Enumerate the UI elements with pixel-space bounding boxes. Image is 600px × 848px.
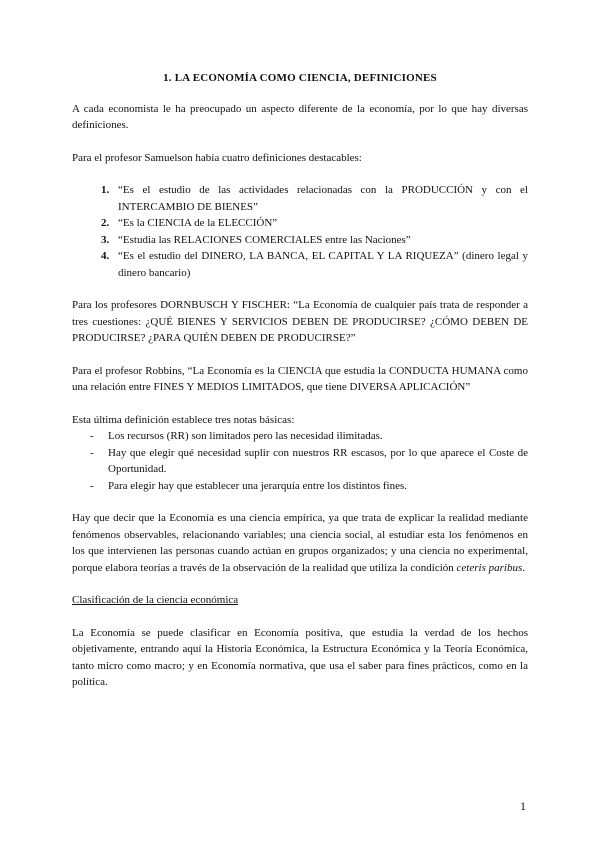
document-body — [72, 70, 528, 707]
classification-heading: Clasificación de la ciencia económica — [72, 594, 239, 606]
notes-list — [72, 428, 528, 494]
robbins-paragraph: Para el profesor Robbins, “La Economía es la CIENCIA que estudia la CONDUCTA HUMANA como una relación entre FINES Y MEDIOS LIMITADOS, que tiene DIVERSA APLICACIÓN” — [72, 364, 528, 393]
empirical-end: . — [522, 561, 525, 574]
classification-paragraph: La Economía se puede clasificar en Economía positiva, que estudia la verdad de los hechos objetivamente, entrando aquí la Historia Económica, la Estructura Económica y la Teoría Económica, tanto micro como macro; y en Economía normativa, que usa el saber para fines prácticos, como en la política. — [72, 626, 528, 688]
intro-paragraph: A cada economista le ha preocupado un aspecto diferente de la economía, por lo que hay diversas definiciones. — [72, 102, 528, 131]
definition-item: 1. “Es el estudio de las actividades relacionadas con la PRODUCCIÓN y con el INTERCAMBIO DE BIENES” — [112, 182, 528, 215]
definition-item: 2. “Es la CIENCIA de la ELECCIÓN” — [112, 215, 528, 232]
notes-intro: Esta última definición establece tres notas básicas: — [72, 413, 295, 426]
definition-item: 4. “Es el estudio del DINERO, LA BANCA, EL CAPITAL Y LA RIQUEZA” (dinero legal y dinero bancario) — [112, 248, 528, 281]
samuelson-intro: Para el profesor Samuelson había cuatro definiciones destacables: — [72, 151, 362, 164]
empirical-paragraph — [72, 510, 528, 576]
ceteris-paribus-term: ceteris paribus — [456, 561, 523, 574]
definitions-list — [72, 182, 528, 281]
page-number: 1 — [520, 799, 526, 813]
note-item: - Para elegir hay que establecer una jerarquía entre los distintos fines. — [90, 478, 528, 495]
dornbusch-paragraph: Para los profesores DORNBUSCH Y FISCHER: “La Economía de cualquier país trata de responder a tres cuestiones: ¿QUÉ BIENES Y SERVICIOS DEBEN DE PRODUCIRSE? ¿CÓMO DEBEN DE PRODUCIRSE? ¿PARA QUIÉN DEBEN DE PRODUCIRSE?” — [72, 299, 528, 344]
page-title: 1. LA ECONOMÍA COMO CIENCIA, DEFINICIONES — [163, 72, 437, 84]
note-item: - Hay que elegir qué necesidad suplir con nuestros RR escasos, por lo que aparece el Coste de Oportunidad. — [90, 445, 528, 478]
empirical-text: Hay que decir que la Economía es una ciencia empírica, ya que trata de explicar la realidad mediante fenómenos observables, relacionando variables; una ciencia social, al estudiar esta los fenómenos en los que intervienen las personas cuando actúan en grupos organizados; y una ciencia no experimental, porque elabora teorías a través de la observación de la realidad que utiliza la condición — [72, 512, 528, 574]
note-item: - Los recursos (RR) son limitados pero las necesidad ilimitadas. — [90, 428, 528, 445]
definition-item: 3. “Estudia las RELACIONES COMERCIALES entre las Naciones” — [112, 232, 528, 249]
